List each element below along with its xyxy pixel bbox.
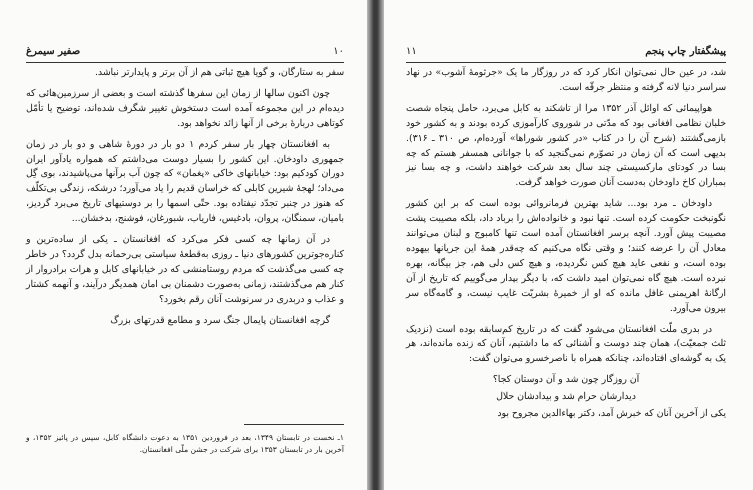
verse-line: آن روزگار چون شد و آن دوستان کجا؟ [492, 374, 640, 386]
right-page-body [406, 66, 726, 428]
running-title: پیشگفتار چاپ پنجم [645, 46, 726, 57]
header-rule [26, 62, 344, 63]
paragraph: هواپیمائی که اوائل آذر ۱۳۵۲ مرا از تاشکند به کابل می‌برد، حامل پنجاه شصت خلبان نظامی افغانی بود که مدّتی در شوروی کارآموزی کرده بودند و به کشور خود بازمی‌گشتند (شرح آن را در کتاب «در کشور شوراها» آورده‌ام، ص ۳۱۰ ـ ۳۱۶). بدیهی است که آن زمان در تصوّرم نمی‌گنجید که با جوانانی همسفر هستم که چه بسا در کودتای مارکسیستی چند سال بعد شرکت خواهند داشت، و چه بسا نیز بمباران کاخ داودخان به‌دست آنان صورت خواهد گرفت. [406, 102, 726, 189]
left-page [0, 0, 367, 490]
running-title: صفیر سیمرغ [26, 46, 81, 57]
paragraph: چون اکنون سالها از زمان این سفرها گذشته است و بعضی از سرزمین‌هائی که دیده‌ام در این مجموعه آمده است دستخوش تغییر شگرف شده‌اند، توضیح یا تأمّل کوتاهی دربارهٔ برخی از آنها زائد نخواهد بود. [26, 87, 344, 129]
footnote-rule [244, 424, 344, 425]
paragraph: به افغانستان چهار بار سفر کردم ۱ دو بار در دورهٔ شاهی و دو بار در زمان جمهوری داودخان. این کشور را بسیار دوست می‌داشتم که همواره یادآور ایران دوران کودکیم بود: خیابانهای خاکی «پغمان» که چون آب برآنها می‌پاشیدند، بوی گِل می‌داد؛ لهجهٔ شیرین کابلی که خراسان قدیم را یاد می‌آورد؛ درشکه، زندگی بی‌تکلّف که هنوز در چنبر تجدّد نیفتاده بود. حتّی اسمها را بر دوستیهای تاریخ می‌برد گردیز، بامیان، سمنگان، پروان، بادغیس، فاریاب، شبورغان، فوشنج، بدخشان... [26, 138, 344, 225]
footnotes [26, 432, 344, 458]
footnote: ۱ـ نخست در تابستان ۱۳۴۹، بعد در فروردین ۱۳۵۱ به دعوت دانشگاه کابل، سپس در پائیز ۱۳۵۲، و آخرین بار در تابستان ۱۳۵۳ برای شرکت در جشن ملّی افغانستان. [26, 433, 344, 454]
page-number: ۱۰ [333, 46, 344, 57]
paragraph: داودخان ـ مرد بود... شاید بهترین فرمانروائی بوده است که بر این کشور نگونبخت حکومت کرده است. تنها نبود و خانواده‌اش را برباد داد، بلکه مصیبت پشت مصیبت پیش آورد. آنچه برسر افغانستان آمده است تنها کامبوج و لبنان می‌توانند معادل آن را عرضه کنند؛ و وقتی نگاه می‌کنیم که چه‌قدر همهٔ این جریانها بیهوده بوده است، و نفعی عاید هیچ کس نگردیده، و هیچ کس دلی هم، جز بیگانه، بهره نبرده است. هیچ گاه نمی‌توان امید داشت که، با دیگر بپدار می‌گوییم که تاریخ از آن ارگانهٔ اهریمنی غافل مانده که او از خمیرهٔ بشریّت غایب نیست، و گامه‌گاه سر بیرون می‌آورد. [406, 198, 726, 314]
verse-line: دیدارشان حرام شد و بیدادشان حلال [496, 391, 636, 403]
right-page-header [406, 44, 726, 60]
book-gutter [367, 0, 384, 490]
left-page-body [26, 66, 344, 335]
paragraph: سفر به ستارگان، و گویا هیچ ثباتی هم از آن برتر و پایدارتر نباشد. [94, 67, 344, 78]
left-page-header [26, 44, 344, 60]
paragraph: شد، در عین حال نمی‌توان انکار کرد که در روزگار ما یک «جرثومهٔ آشوب» در نهاد سراسر دنیا لانه گرفته و منتظر جرقّه است. [406, 67, 726, 93]
header-rule [406, 62, 726, 63]
paragraph: در آن زمانها چه کسی فکر می‌کرد که افغانستان ـ یکی از ساده‌ترین و کناره‌جوترین کشورهای دنیا ـ روزی به‌قطعهٔ سیاستی بی‌رحمانه بدل گردد؟ در خاطر چه کسی می‌گذشت که مردم روستامنشی که در خیابانهای کابل و هرات برادروار از کنار هم می‌گذشتند، زمانی به‌صورت دشمنان بی امان همدیگر درآیند، و آنهمه کشتار و عذاب و دربدری در سرنوشت آنان رقم بخورد؟ [26, 234, 344, 305]
paragraph: گرچه افغانستان پایمال جنگ سرد و مطامع قدرتهای بزرگ [110, 314, 330, 326]
page-number: ۱۱ [406, 46, 417, 57]
right-page [384, 0, 753, 490]
paragraph: یکی از آخرین آنان که خبرش آمد، دکتر بهاءالدین مجروح بود [497, 408, 726, 420]
paragraph: در بدری ملّت افغانستان می‌شود گفت که در تاریخ کم‌سابقه بوده است (نزدیک ثلث جمعیّت)، همان چند دوست و آشنائی که ما داشتیم، آنان که زنده مانده‌اند، هر یک به گوشه‌ای افتاده‌اند، چنانکه همراه با ناصرخسرو می‌توان گفت: [406, 323, 726, 365]
